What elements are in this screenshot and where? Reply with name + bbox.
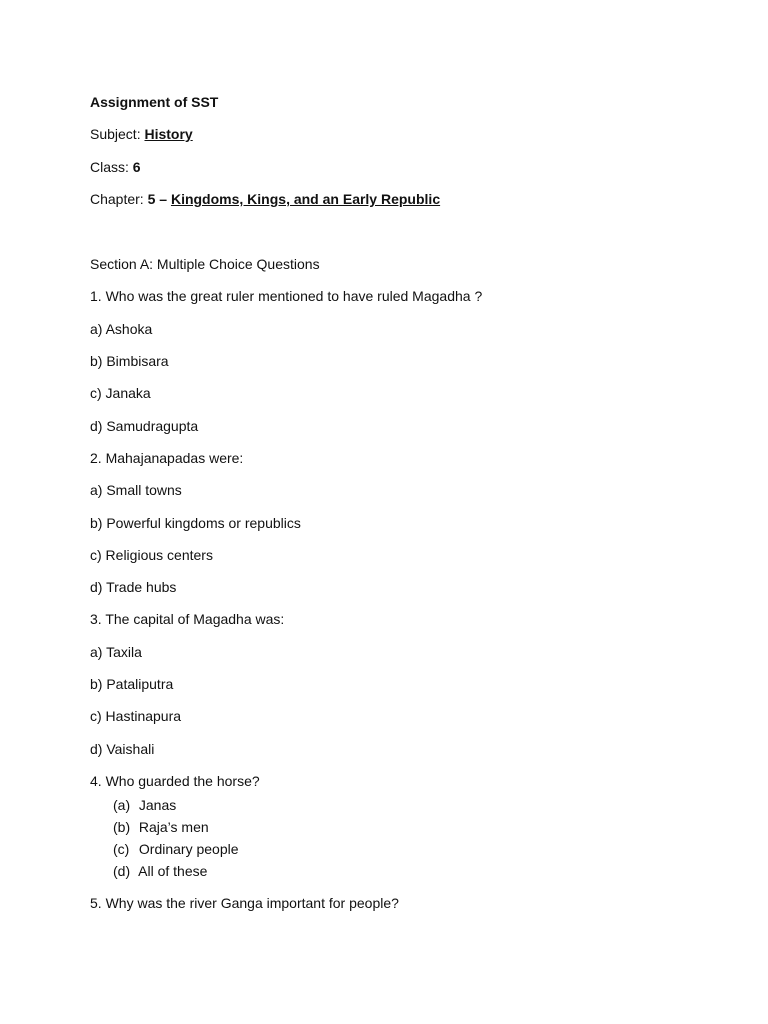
question-4-option-d	[113, 861, 710, 883]
question-4-option-b	[113, 817, 710, 839]
option-marker: (b)	[113, 818, 131, 835]
option-label: Ordinary people	[138, 840, 239, 857]
blank-line	[90, 221, 710, 254]
question-1: 1. Who was the great ruler mentioned to have ruled Magadha ?	[90, 288, 483, 305]
question-3-option-c: c) Hastinapura	[90, 708, 182, 725]
option-marker: (a)	[113, 796, 131, 813]
class-value: 6	[132, 158, 141, 175]
question-2-option-d: d) Trade hubs	[90, 579, 177, 596]
chapter-number: 5 –	[147, 190, 168, 207]
question-3: 3. The capital of Magadha was:	[90, 611, 285, 628]
question-1-option-a: a) Ashoka	[90, 320, 153, 337]
question-3-option-d: d) Vaishali	[90, 740, 155, 757]
question-4-option-c	[113, 839, 710, 861]
chapter-title: Kingdoms, Kings, and an Early Republic	[170, 190, 441, 207]
question-2-option-b: b) Powerful kingdoms or republics	[90, 514, 301, 531]
subject-label: Subject:	[90, 126, 141, 143]
question-2: 2. Mahajanapadas were:	[90, 449, 244, 466]
option-label: Janas	[138, 796, 177, 813]
option-label: Raja’s men	[138, 818, 209, 835]
section-title: Section A: Multiple Choice Questions	[90, 256, 320, 273]
question-1-option-d: d) Samudragupta	[90, 417, 199, 434]
option-label: All of these	[138, 862, 208, 879]
option-marker: (d)	[113, 862, 131, 879]
question-4: 4. Who guarded the horse?	[90, 772, 260, 789]
question-3-option-b: b) Pataliputra	[90, 676, 174, 693]
question-5: 5. Why was the river Ganga important for people?	[90, 894, 399, 911]
question-3-option-a: a) Taxila	[90, 643, 142, 660]
chapter-line	[90, 189, 710, 221]
question-2-option-c: c) Religious centers	[90, 546, 213, 563]
question-4-options	[113, 795, 710, 883]
subject-line	[90, 124, 710, 156]
question-4-option-a	[113, 795, 710, 817]
document-page	[90, 92, 710, 925]
question-1-option-c: c) Janaka	[90, 385, 151, 402]
class-line	[90, 157, 710, 189]
class-label: Class:	[90, 158, 129, 175]
question-1-option-b: b) Bimbisara	[90, 353, 169, 370]
chapter-label: Chapter:	[90, 190, 144, 207]
subject-value: History	[144, 126, 193, 143]
question-2-option-a: a) Small towns	[90, 482, 182, 499]
assignment-title: Assignment of SST	[90, 94, 219, 110]
option-marker: (c)	[113, 840, 130, 857]
